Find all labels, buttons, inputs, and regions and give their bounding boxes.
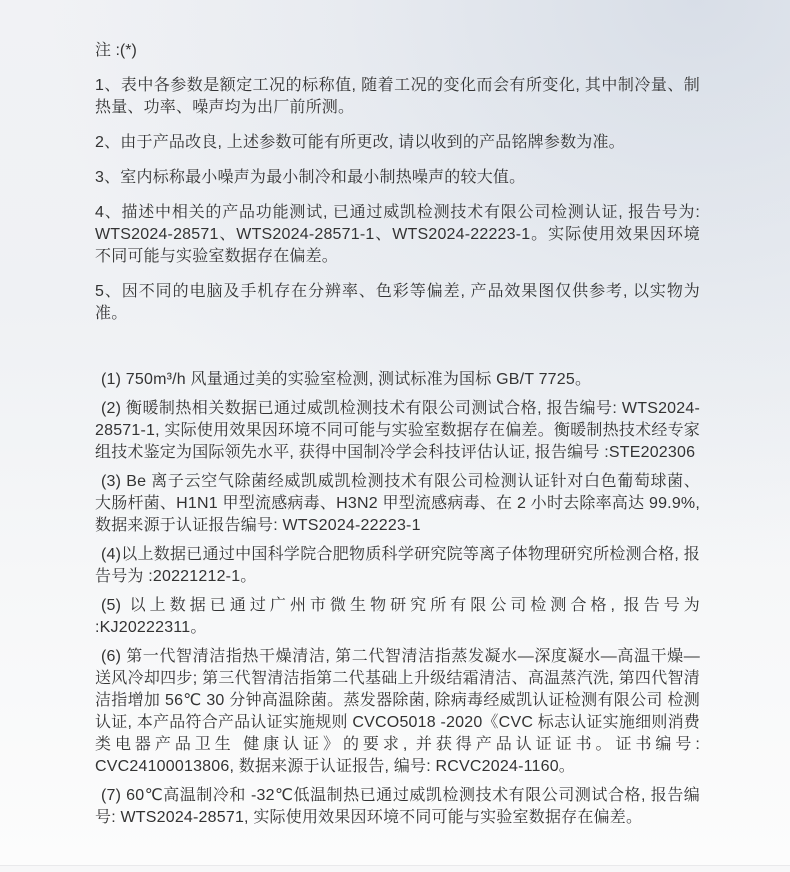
note-item-4: 4、描述中相关的产品功能测试, 已通过威凯检测技术有限公司检测认证, 报告号为: WTS2024-28571、WTS2024-28571-1、WTS2024-22223-1。实际使用效果因环境不同可能与实验室数据存在偏差。 — [95, 204, 700, 265]
footnote-item-1: (1) 750m³/h 风量通过美的实验室检测, 测试标准为国标 GB/T 7725。 — [101, 371, 592, 388]
bottom-divider — [0, 865, 790, 872]
note-item-3: 3、室内标称最小噪声为最小制冷和最小制热噪声的较大值。 — [95, 169, 526, 186]
footnote-item-4: (4)以上数据已通过中国科学院合肥物质科学研究院等离子体物理研究所检测合格, 报告号为 :20221212-1。 — [95, 546, 700, 585]
footnote-item-7: (7) 60℃高温制冷和 -32℃低温制热已通过威凯检测技术有限公司测试合格, 报告编号: WTS2024-28571, 实际使用效果因环境不同可能与实验室数据存在偏差。 — [95, 787, 700, 826]
footnote-item-3: (3) Be 离子云空气除菌经威凯威凯检测技术有限公司检测认证针对白色葡萄球菌、大肠杆菌、H1N1 甲型流感病毒、H3N2 甲型流感病毒、在 2 小时去除率高达 99.9%, 数据来源于认证报告编号: WTS2024-22223-1 — [95, 473, 700, 534]
footnote-item-5: (5) 以上数据已通过广州市微生物研究所有限公司检测合格, 报告号为 :KJ20222311。 — [95, 597, 700, 636]
note-item-5: 5、因不同的电脑及手机存在分辨率、色彩等偏差, 产品效果图仅供参考, 以实物为准。 — [95, 283, 700, 322]
note-item-2: 2、由于产品改良, 上述参数可能有所更改, 请以收到的产品铭牌参数为准。 — [95, 134, 625, 151]
footnotes-section — [95, 369, 700, 829]
footnote-item-6: (6) 第一代智清洁指热干燥清洁, 第二代智清洁指蒸发凝水—深度凝水—高温干燥—送风冷却四步; 第三代智清洁指第二代基础上升级结霜清洁、高温蒸汽洗, 第四代智清洁指增加 56℃ 30 分钟高温除菌。蒸发器除菌, 除病毒经威凯认证检测有限公司 检测认证, 本产品符合产品认证实施规则 CVCO5018 -2020《CVC 标志认证实施细则消费类电器产品卫生 健康认证》的要求, 并获得产品认证证书。证书编号: CVC24100013806, 数据来源于认证报告, 编号: RCVC2024-1160。 — [95, 648, 700, 775]
note-item-1: 1、表中各参数是额定工况的标称值, 随着工况的变化而会有所变化, 其中制冷量、制热量、功率、噪声均为出厂前所测。 — [95, 77, 700, 116]
footnote-item-2: (2) 衡暖制热相关数据已通过威凯检测技术有限公司测试合格, 报告编号: WTS2024-28571-1, 实际使用效果因环境不同可能与实验室数据存在偏差。衡暖制热技术经专家组技术鉴定为国际领先水平, 获得中国制冷学会科技评估认证, 报告编号 :STE202306 — [95, 400, 700, 461]
notes-header: 注 :(*) — [95, 42, 137, 59]
